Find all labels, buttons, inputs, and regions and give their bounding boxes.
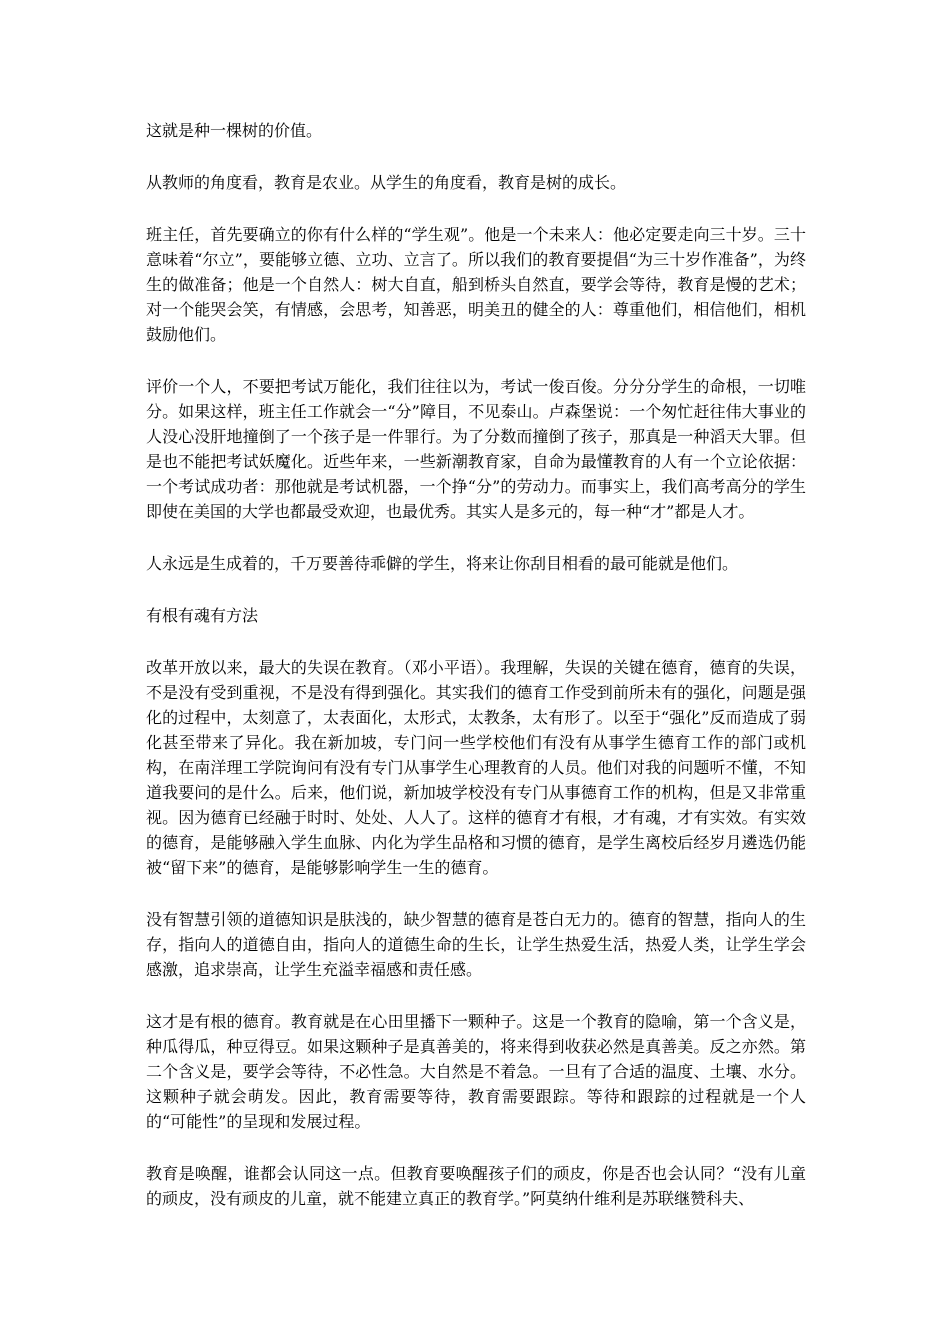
paragraph-6: 改革开放以来，最大的失误在教育。（邓小平语）。我理解，失误的关键在德育，德育的失误，不是没有受到重视，不是没有得到强化。其实我们的德育工作受到前所未有的强化，问题是强化的过程中，太刻意了，太表面化，太形式，太教条，太有形了。以至于“强化”反而造成了弱化甚至带来了异化。我在新加坡，专门问一些学校他们有没有从事学生德育工作的部门或机构，在南洋理工学院询问有没有专门从事学生心理教育的人员。他们对我的问题听不懂，不知道我要问的是什么。后来，他们说，新加坡学校没有专门从事德育工作的机构，但是又非常重视。因为德育已经融于时时、处处、人人了。这样的德育才有根，才有魂，才有实效。有实效的德育，是能够融入学生血脉、内化为学生品格和习惯的德育，是学生离校后经岁月遴选仍能被“留下来”的德育，是能够影响学生一生的德育。 bbox=[146, 658, 806, 877]
paragraph-8: 这才是有根的德育。教育就是在心田里播下一颗种子。这是一个教育的隐喻，第一个含义是，种瓜得瓜，种豆得豆。如果这颗种子是真善美的，将来得到收获必然是真善美。反之亦然。第二个含义是，要学会等待，不必性急。大自然是不着急。一旦有了合适的温度、土壤、水分。这颗种子就会萌发。因此，教育需要等待，教育需要跟踪。等待和跟踪的过程就是一个人的“可能性”的呈现和发展过程。 bbox=[146, 1012, 806, 1131]
paragraph-9: 教育是唤醒，谁都会认同这一点。但教育要唤醒孩子们的顽皮，你是否也会认同？“没有儿童的顽皮，没有顽皮的儿童，就不能建立真正的教育学。”阿莫纳什维利是苏联继赞科夫、 bbox=[146, 1164, 806, 1208]
paragraph-1: 这就是种一棵树的价值。 bbox=[146, 121, 323, 140]
paragraph-3: 班主任，首先要确立的你有什么样的“学生观”。他是一个未来人：他必定要走向三十岁。三十意味着“尔立”，要能够立德、立功、立言了。所以我们的教育要提倡“为三十岁作准备”，为终生的做准备；他是一个自然人：树大自直，船到桥头自然直，要学会等待，教育是慢的艺术；对一个能哭会笑，有情感，会思考，知善恶，明美丑的健全的人：尊重他们，相信他们，相机鼓励他们。 bbox=[146, 225, 806, 344]
section-heading: 有根有魂有方法 bbox=[146, 606, 259, 625]
document-body bbox=[146, 118, 806, 1211]
paragraph-5: 人永远是生成着的，千万要善待乖僻的学生，将来让你刮目相看的最可能就是他们。 bbox=[146, 554, 739, 573]
paragraph-2: 从教师的角度看，教育是农业。从学生的角度看，教育是树的成长。 bbox=[146, 173, 627, 192]
paragraph-7: 没有智慧引领的道德知识是肤浅的，缺少智慧的德育是苍白无力的。德育的智慧，指向人的生存，指向人的道德自由，指向人的道德生命的生长，让学生热爱生活，热爱人类，让学生学会感激，追求崇高，让学生充溢幸福感和责任感。 bbox=[146, 910, 806, 979]
paragraph-4: 评价一个人，不要把考试万能化，我们往往以为，考试一俊百俊。分分分学生的命根，一切唯分。如果这样，班主任工作就会一“分”障目，不见泰山。卢森堡说：一个匆忙赶往伟大事业的人没心没肝地撞倒了一个孩子是一件罪行。为了分数而撞倒了孩子，那真是一种滔天大罪。但是也不能把考试妖魔化。近些年来，一些新潮教育家，自命为最懂教育的人有一个立论依据：一个考试成功者：那他就是考试机器，一个挣“分”的劳动力。而事实上，我们高考高分的学生即使在美国的大学也都最受欢迎，也最优秀。其实人是多元的，每一种“才”都是人才。 bbox=[146, 377, 806, 521]
